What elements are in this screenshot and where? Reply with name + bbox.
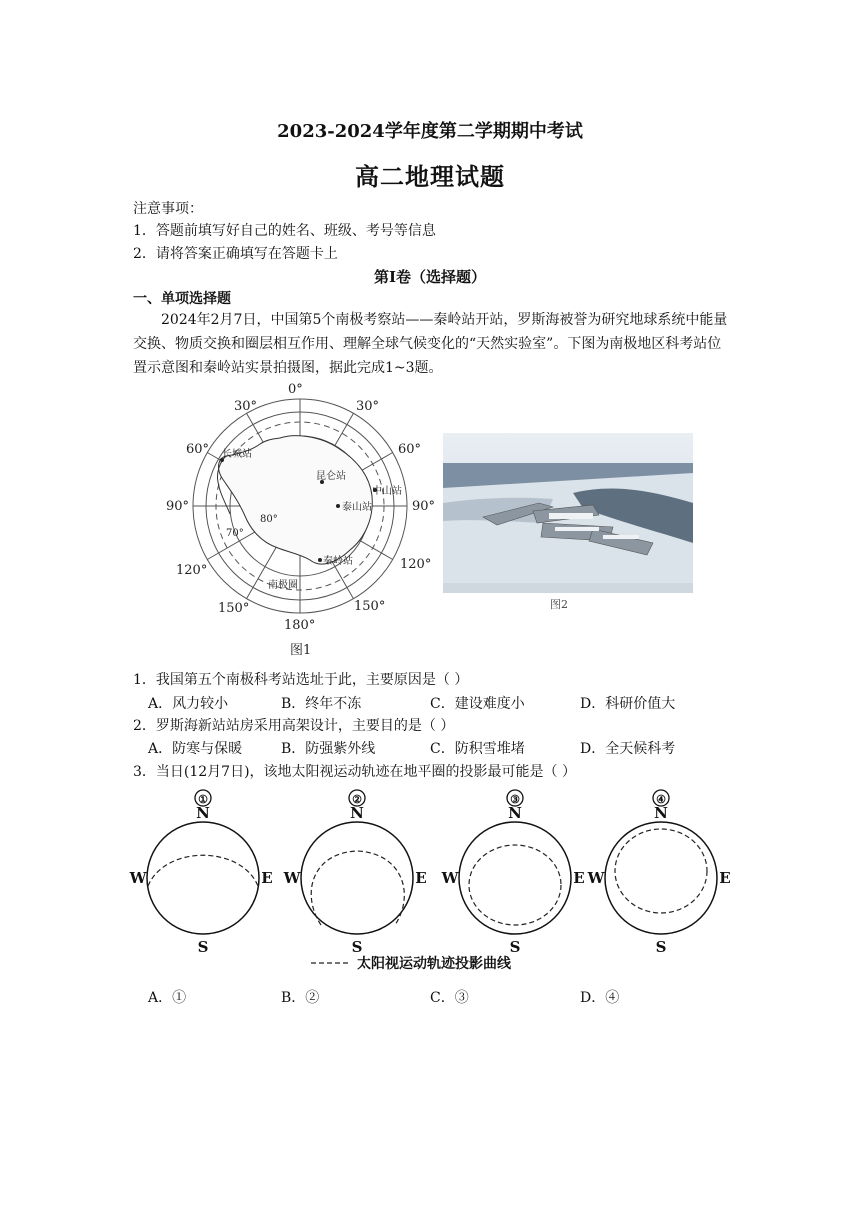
lon-label-90w: 90° — [166, 499, 190, 514]
notice-item-2: 2．请将答案正确填写在答题卡上 — [133, 246, 338, 262]
lon-label-150e: 150° — [354, 599, 386, 614]
q3-option-b[interactable]: B．② — [281, 990, 320, 1006]
sun-diagram-1 — [129, 790, 273, 956]
lon-label-0: 0° — [288, 382, 303, 397]
q2-option-b[interactable]: B．防强紫外线 — [281, 741, 376, 757]
station-qinling-dot — [318, 558, 322, 562]
passage: 2024年2月7日，中国第5个南极考察站——秦岭站开站，罗斯海被誉为研究地球系统中能量交换、物质交换和圈层相互作用、理解全球气候变化的“天然实验室”。下图为南极地区科考站位置示意图和秦岭站实景拍摄图，据此完成1~3题。 — [133, 312, 728, 376]
lat-label-80: 80° — [260, 514, 278, 525]
station-taishan-dot — [336, 504, 340, 508]
q2-option-a[interactable]: A．防寒与保暖 — [148, 741, 243, 757]
diagram-1-number: ① — [198, 793, 208, 806]
diagram-3-s: S — [509, 938, 521, 956]
diagram-1-w: W — [129, 869, 147, 887]
antarctic-map — [160, 378, 450, 660]
lon-label-30e: 30° — [356, 399, 380, 414]
diagram-3-w: W — [441, 869, 459, 887]
exam-title: 2023-2024学年度第二学期期中考试 — [277, 121, 583, 142]
q2-option-c[interactable]: C．防积雪堆堵 — [430, 741, 525, 757]
diagram-3-number: ③ — [510, 793, 520, 806]
sun-path-diagrams — [125, 785, 745, 975]
lon-label-180: 180° — [284, 618, 316, 633]
question-3-stem: 3．当日(12月7日)，该地太阳视运动轨迹在地平圈的投影最可能是（ ） — [133, 764, 577, 780]
station-zhongshan: 中山站 — [372, 486, 402, 497]
diagram-4-n: N — [654, 804, 668, 822]
diagram-1-n: N — [196, 804, 210, 822]
diagram-3-e: E — [573, 869, 585, 887]
figure2-caption: 图2 — [550, 598, 568, 611]
diagram-3-n: N — [508, 804, 522, 822]
subject-title: 高二地理试题 — [355, 162, 505, 191]
diagram-2-number: ② — [352, 793, 362, 806]
q3-option-c[interactable]: C．③ — [430, 990, 469, 1006]
station-qinling: 秦岭站 — [323, 556, 353, 567]
lon-label-30w: 30° — [234, 399, 258, 414]
antarctic-circle-label: 南极圈 — [268, 580, 298, 591]
question-2-stem: 2．罗斯海新站站房采用高架设计，主要目的是（ ） — [133, 718, 455, 734]
part-title: 一、单项选择题 — [133, 291, 231, 307]
lon-label-60e: 60° — [398, 442, 422, 457]
diagram-2-n: N — [350, 804, 364, 822]
diagram-4-e: E — [719, 869, 731, 887]
volume-title: 第Ⅰ卷（选择题） — [373, 268, 487, 286]
lon-label-120e: 120° — [400, 557, 432, 572]
qinling-station-photo — [443, 433, 693, 593]
sun-diagram-4 — [587, 790, 731, 956]
legend-label: 太阳视运动轨迹投影曲线 — [357, 956, 511, 972]
sun-diagram-2 — [283, 790, 427, 956]
diagram-2-e: E — [415, 869, 427, 887]
station-kunlun: 昆仑站 — [316, 471, 346, 482]
q1-option-d[interactable]: D．科研价值大 — [580, 696, 676, 712]
diagram-4-w: W — [587, 869, 605, 887]
diagram-2-s: S — [351, 938, 363, 956]
diagram-4-s: S — [655, 938, 667, 956]
q3-option-d[interactable]: D．④ — [580, 990, 620, 1006]
sun-diagram-3 — [441, 790, 585, 956]
lat-label-70: 70° — [226, 528, 244, 539]
question-1-stem: 1．我国第五个南极科考站选址于此，主要原因是（ ） — [133, 672, 469, 688]
diagram-2-w: W — [283, 869, 301, 887]
lon-label-120w: 120° — [176, 563, 208, 578]
notice-item-1: 1．答题前填写好自己的姓名、班级、考号等信息 — [133, 223, 436, 239]
q1-option-b[interactable]: B．终年不冻 — [281, 696, 362, 712]
lon-label-90e: 90° — [412, 499, 436, 514]
station-changcheng: 长城站 — [222, 449, 252, 460]
diagram-4-number: ④ — [656, 793, 666, 806]
station-taishan: 泰山站 — [342, 502, 372, 513]
lon-label-150w: 150° — [218, 601, 250, 616]
diagram-1-e: E — [261, 869, 273, 887]
figure1-caption: 图1 — [290, 643, 312, 658]
q2-option-d[interactable]: D．全天候科考 — [580, 741, 676, 757]
q1-option-c[interactable]: C．建设难度小 — [430, 696, 525, 712]
notice-heading: 注意事项： — [133, 201, 203, 217]
diagram-1-s: S — [197, 938, 209, 956]
lon-label-60w: 60° — [186, 442, 210, 457]
q3-option-a[interactable]: A．① — [148, 990, 187, 1006]
q1-option-a[interactable]: A．风力较小 — [148, 696, 229, 712]
